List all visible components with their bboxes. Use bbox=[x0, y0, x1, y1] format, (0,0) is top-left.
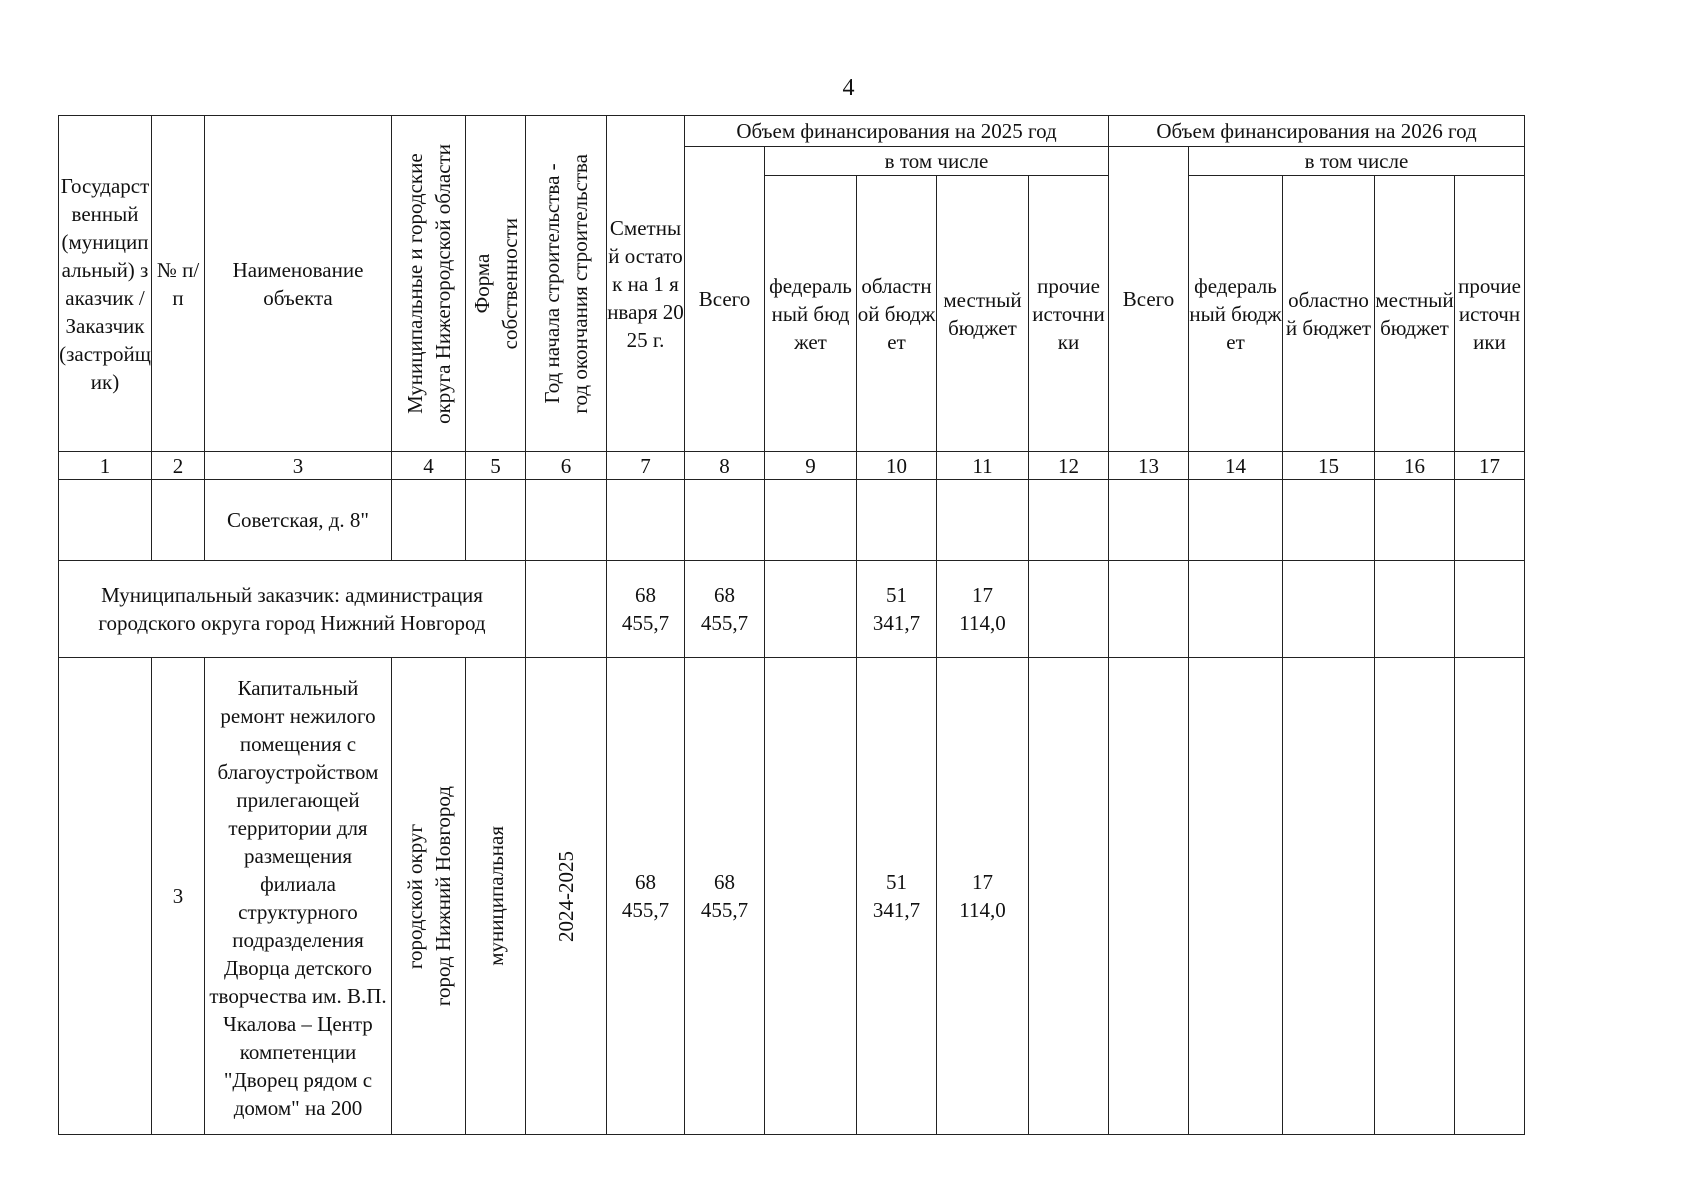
column-number: 7 bbox=[607, 452, 685, 480]
header-financing-2025: Объем финансирования на 2025 год bbox=[685, 116, 1109, 147]
financing-table bbox=[58, 115, 1525, 1135]
object-regional-2025: 51 341,7 bbox=[857, 658, 937, 1135]
header-including-2026: в том числе bbox=[1189, 147, 1525, 176]
column-number: 15 bbox=[1283, 452, 1375, 480]
column-number: 6 bbox=[526, 452, 607, 480]
column-number: 14 bbox=[1189, 452, 1283, 480]
header-ownership: Форма собственности bbox=[466, 116, 526, 452]
column-number: 1 bbox=[59, 452, 152, 480]
header-years: Год начала строительства - год окончания строительства bbox=[526, 116, 607, 452]
customer-total-2025: 68 455,7 bbox=[685, 561, 765, 658]
column-number: 5 bbox=[466, 452, 526, 480]
customer-estimate: 68 455,7 bbox=[607, 561, 685, 658]
header-district: Муниципальные и городские округа Нижегородской области bbox=[392, 116, 466, 452]
continuation-object-name: Советская, д. 8" bbox=[205, 480, 392, 561]
header-total-2025: Всего bbox=[685, 147, 765, 452]
header-local-2026: местный бюджет bbox=[1375, 176, 1455, 452]
header-total-2026: Всего bbox=[1109, 147, 1189, 452]
column-number: 17 bbox=[1455, 452, 1525, 480]
header-other-2025: прочие источники bbox=[1029, 176, 1109, 452]
column-number: 13 bbox=[1109, 452, 1189, 480]
object-total-2025: 68 455,7 bbox=[685, 658, 765, 1135]
column-number: 9 bbox=[765, 452, 857, 480]
column-number: 4 bbox=[392, 452, 466, 480]
column-number: 2 bbox=[152, 452, 205, 480]
header-financing-2026: Объем финансирования на 2026 год bbox=[1109, 116, 1525, 147]
object-row bbox=[59, 658, 1525, 1135]
object-name: Капитальный ремонт нежилого помещения с благоустройством прилегающей территории для размещения филиала структурного подразделения Дворца детского творчества им. В.П. Чкалова – Центр компетенции "Дворец рядом с домом" на 200 bbox=[205, 658, 392, 1135]
column-number: 10 bbox=[857, 452, 937, 480]
customer-regional-2025: 51 341,7 bbox=[857, 561, 937, 658]
header-object-name: Наименование объекта bbox=[205, 116, 392, 452]
object-estimate: 68 455,7 bbox=[607, 658, 685, 1135]
header-customer: Государственный (муниципальный) заказчик / Заказчик (застройщик) bbox=[59, 116, 152, 452]
header-regional-2025: областной бюджет bbox=[857, 176, 937, 452]
header-regional-2026: областной бюджет bbox=[1283, 176, 1375, 452]
customer-label: Муниципальный заказчик: администрация городского округа город Нижний Новгород bbox=[59, 561, 526, 658]
column-number: 12 bbox=[1029, 452, 1109, 480]
object-ownership: муниципальная bbox=[466, 658, 526, 1135]
header-federal-2025: федеральный бюджет bbox=[765, 176, 857, 452]
header-other-2026: прочие источники bbox=[1455, 176, 1525, 452]
object-number: 3 bbox=[152, 658, 205, 1135]
column-number: 3 bbox=[205, 452, 392, 480]
continuation-row bbox=[59, 480, 1525, 561]
header-including-2025: в том числе bbox=[765, 147, 1109, 176]
page-number: 4 bbox=[842, 75, 855, 101]
column-number: 16 bbox=[1375, 452, 1455, 480]
object-local-2025: 17 114,0 bbox=[937, 658, 1029, 1135]
header-estimate-balance: Сметный остаток на 1 января 2025 г. bbox=[607, 116, 685, 452]
customer-local-2025: 17 114,0 bbox=[937, 561, 1029, 658]
object-years: 2024-2025 bbox=[526, 658, 607, 1135]
object-district: городской округ город Нижний Новгород bbox=[392, 658, 466, 1135]
header-row-number: № п/п bbox=[152, 116, 205, 452]
column-numbers-row bbox=[59, 452, 1525, 480]
column-number: 8 bbox=[685, 452, 765, 480]
header-federal-2026: федеральный бюджет bbox=[1189, 176, 1283, 452]
column-number: 11 bbox=[937, 452, 1029, 480]
header-local-2025: местный бюджет bbox=[937, 176, 1029, 452]
customer-row bbox=[59, 561, 1525, 658]
